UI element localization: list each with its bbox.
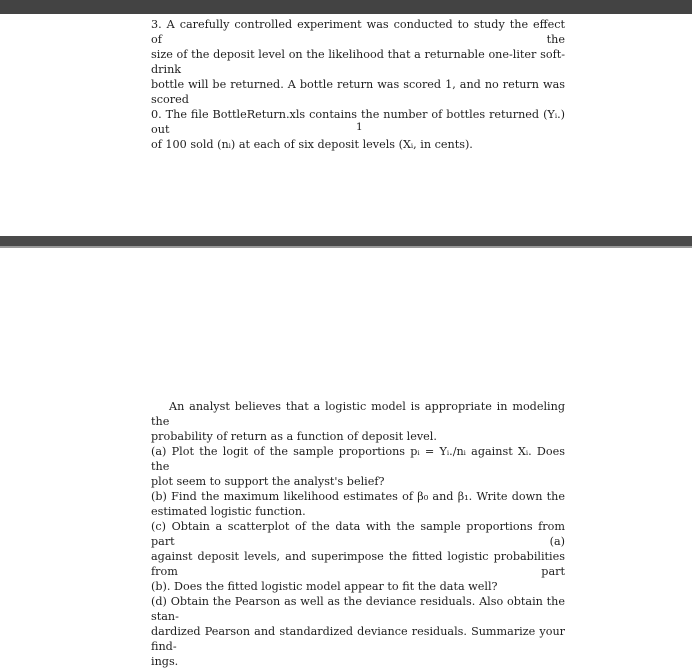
page-separator-shadow — [0, 246, 692, 248]
text-line: size of the deposit level on the likelihood that a returnable one-liter soft-drink — [151, 48, 565, 76]
question-c-line: (b). Does the fitted logistic model appear to fit the data well? — [151, 580, 498, 593]
page-separator-middle — [0, 236, 692, 246]
question-parts — [151, 399, 565, 669]
text-line: 3. A carefully controlled experiment was conducted to study the effect of the — [151, 18, 565, 46]
text-line: 0. The file BottleReturn.xls contains the number of bottles returned (Yᵢ.) out — [151, 108, 565, 136]
question-b-line: estimated logistic function. — [151, 505, 306, 518]
text-line: bottle will be returned. A bottle return was scored 1, and no return was scored — [151, 78, 565, 106]
question-a-line: plot seem to support the analyst's belief? — [151, 475, 385, 488]
question-d-line: (d) Obtain the Pearson as well as the deviance residuals. Also obtain the stan- — [151, 595, 565, 623]
text-line: probability of return as a function of deposit level. — [151, 430, 437, 443]
question-c-line: (c) Obtain a scatterplot of the data with the sample proportions from part (a) — [151, 520, 565, 548]
page-separator-top — [0, 0, 692, 14]
question-d-line: ings. — [151, 655, 179, 668]
question-a-line: (a) Plot the logit of the sample proportions pᵢ = Yᵢ./nᵢ against Xᵢ. Does the — [151, 445, 565, 473]
question-c-line: against deposit levels, and superimpose the fitted logistic probabilities from part — [151, 550, 565, 578]
page-number: 1 — [356, 121, 363, 133]
question-b-line: (b) Find the maximum likelihood estimates of β₀ and β₁. Write down the — [151, 490, 565, 503]
text-line: of 100 sold (nᵢ) at each of six deposit levels (Xᵢ, in cents). — [151, 138, 473, 151]
text-line: An analyst believes that a logistic model is appropriate in modeling the — [151, 400, 565, 428]
question-d-line: dardized Pearson and standardized deviance residuals. Summarize your find- — [151, 625, 565, 653]
